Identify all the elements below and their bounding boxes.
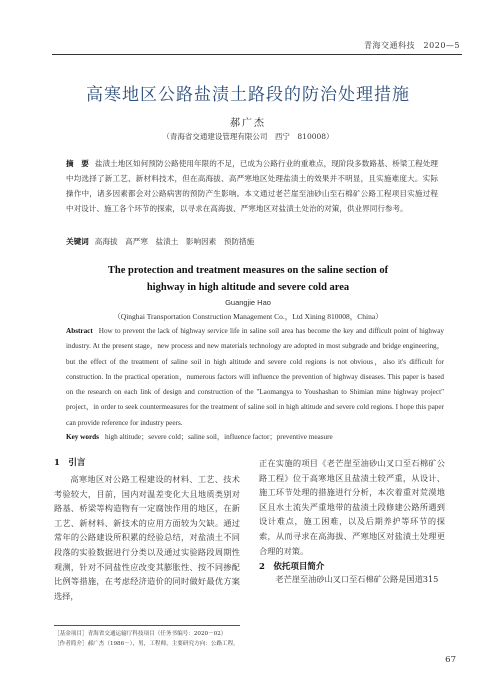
english-title-line2: highway in high altitude and severe cold area	[146, 282, 350, 293]
english-author: Guangjie Hao	[225, 298, 271, 307]
chinese-affiliation: （青海省交通建设管理有限公司 西宁 810008）	[162, 132, 334, 141]
english-affiliation: （Qinghai Transportation Construction Management Co.，Ltd Xining 810008，China）	[113, 312, 383, 321]
english-abstract	[66, 324, 444, 431]
chinese-title: 高寒地区公路盐渍土路段的防治处理措施	[86, 85, 410, 105]
english-abstract-text: How to prevent the lack of highway service life in saline soil area has become the key and difficult point of highway industry. At the present stage，new process and new materials technology are adopted in most subgrade and bridge engineering，but the effect of the treatment of saline soil in high altitude and severe cold regions is not obvious，also it's difficult for construction. In the practical operation，numerous factors will influence the prevention of highway diseases. This paper is based on the research on each link of design and construction of the "Laomangya to Youshashan to Shimian mine highway project" project，in order to seek countermeasures for the treatment of saline soil in high altitude and severe cold regions. I hope this paper can provide reference for industry peers.	[66, 327, 444, 427]
chinese-keywords	[66, 236, 438, 247]
english-abstract-label: Abstract	[66, 327, 93, 335]
header-rule	[52, 54, 462, 55]
section-2-heading: 2 依托项目简介	[259, 562, 325, 573]
chinese-author: 郝广杰	[230, 118, 266, 129]
chinese-abstract	[66, 156, 438, 216]
english-title-line1: The protection and treatment measures on the saline section of	[107, 265, 389, 276]
english-keywords-text: high altitude；severe cold；saline soil，influence factor；preventive measure	[104, 433, 333, 441]
footnote-author: ［作者简介］郝广杰（1986－），男，工程师，主要研究方向：公路工程。	[54, 641, 239, 647]
right-column-text: 正在实施的项目《老芒崖至油砂山叉口至石棉矿公路工程》位于高寒地区且盐渍土较严重，从设计、施工环节处理的措施进行分析，本次着重对荒漠地区且水土流失严重地带的盐渍土段修建公路所遇到设计难点，施工困难，以及后期养护等环节的探索，从而寻求在高海拔、严寒地区对盐渍土处理更合理的对策。	[259, 458, 445, 556]
journal-header: 青海交通科技 2020—5	[364, 41, 460, 50]
chinese-abstract-label: 摘 要	[66, 159, 89, 168]
page-number: 67	[445, 655, 456, 665]
chinese-keywords-label: 关键词	[66, 237, 89, 246]
footnote-fund: ［基金项目］青海省交通运输厅科技项目（任务书编号：2020－02）	[54, 631, 227, 637]
chinese-keywords-text: 高海拔 高严寒 盐渍土 影响因素 预防措施	[94, 237, 255, 246]
section-1-heading: 1 引言	[54, 458, 86, 468]
section-1-text: 高寒地区对公路工程建设的材料、工艺、技术考验较大，目前，国内对温差变化大且地质类别对路基、桥梁等构造物有一定腐蚀作用的地区，在新工艺、新材料、新技术的应用方面较为欠缺。通过常年的公路建设所积累的经验总结，对盐渍土不同段落的实验数据进行分类以及通过实验路段周期性观测，针对不同盐性应改变其膨胀性、按不同掺配比例等措施，在考虑经济造价的同时做好最优方案选择，	[54, 474, 240, 601]
english-keywords	[66, 432, 444, 442]
left-column	[54, 456, 240, 603]
right-column	[259, 456, 445, 587]
english-keywords-label: Key words	[66, 433, 99, 441]
english-title	[0, 262, 496, 296]
footnote-rule	[54, 625, 240, 626]
section-2-text: 老芒崖至油砂山叉口至石棉矿公路是国道315	[275, 574, 439, 585]
chinese-abstract-text: 盐渍土地区如何预防公路使用年限的不足，已成为公路行业的重难点，现阶段多数路基、桥梁工程处理中均选择了新工艺、新材料技术，但在高海拔、高严寒地区处理盐渍土的效果并不明显，且实施难度大。实际操作中，诸多因素都会对公路病害的预防产生影响。本文通过老芒崖至油砂山至石棉矿公路工程项目实施过程中对设计、施工各个环节的探索，以寻求在高海拔、严寒地区对盐渍土处治的对策，供业界同行参考。	[66, 159, 439, 213]
